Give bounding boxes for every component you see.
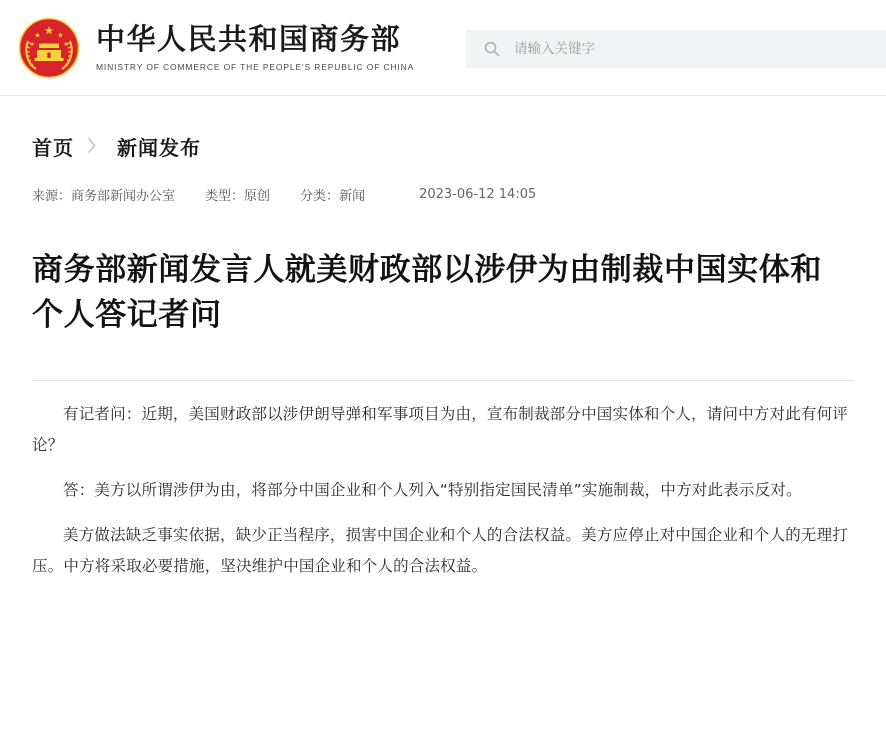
search-input[interactable] (514, 41, 844, 57)
meta-type (205, 185, 270, 204)
breadcrumb (32, 96, 854, 161)
site-brand-en: MINISTRY OF COMMERCE OF THE PEOPLE'S REPUBLIC OF CHINA (96, 61, 415, 72)
meta-category-label: 分类： (300, 189, 340, 204)
meta-type-label: 类型： (205, 189, 245, 204)
site-header (0, 0, 886, 96)
china-national-emblem-icon (18, 17, 80, 79)
site-brand (96, 23, 414, 71)
meta-category (300, 185, 365, 204)
site-brand-cn: 中华人民共和国商务部 (96, 22, 402, 57)
title-divider (32, 380, 854, 381)
article-body (32, 399, 854, 582)
breadcrumb-home[interactable]: 首页 (32, 136, 74, 160)
search-icon (484, 41, 500, 57)
meta-source-label: 来源： (32, 189, 72, 204)
meta-source (32, 185, 175, 204)
article-meta (32, 185, 854, 204)
page-content (0, 96, 886, 582)
meta-datetime: 2023-06-12 14:05 (419, 187, 537, 202)
breadcrumb-separator-icon: 〉 (88, 138, 104, 155)
breadcrumb-current[interactable]: 新闻发布 (117, 136, 202, 160)
page-title: 商务部新闻发言人就美财政部以涉伊为由制裁中国实体和个人答记者问 (32, 252, 822, 333)
article-paragraph: 有记者问：近期，美国财政部以涉伊朗导弹和军事项目为由，宣布制裁部分中国实体和个人，请问中方对此有何评论？ (32, 404, 849, 454)
meta-source-value: 商务部新闻办公室 (71, 189, 176, 204)
meta-type-value: 原创 (244, 189, 271, 204)
article-paragraph: 美方做法缺乏事实依据，缺少正当程序，损害中国企业和个人的合法权益。美方应停止对中国企业和个人的无理打压。中方将采取必要措施，坚决维护中国企业和个人的合法权益。 (32, 525, 849, 575)
search-box[interactable] (466, 30, 886, 68)
article-paragraph: 答：美方以所谓涉伊为由，将部分中国企业和个人列入“特别指定国民清单”实施制裁，中方对此表示反对。 (63, 480, 802, 499)
meta-category-value: 新闻 (339, 189, 366, 204)
